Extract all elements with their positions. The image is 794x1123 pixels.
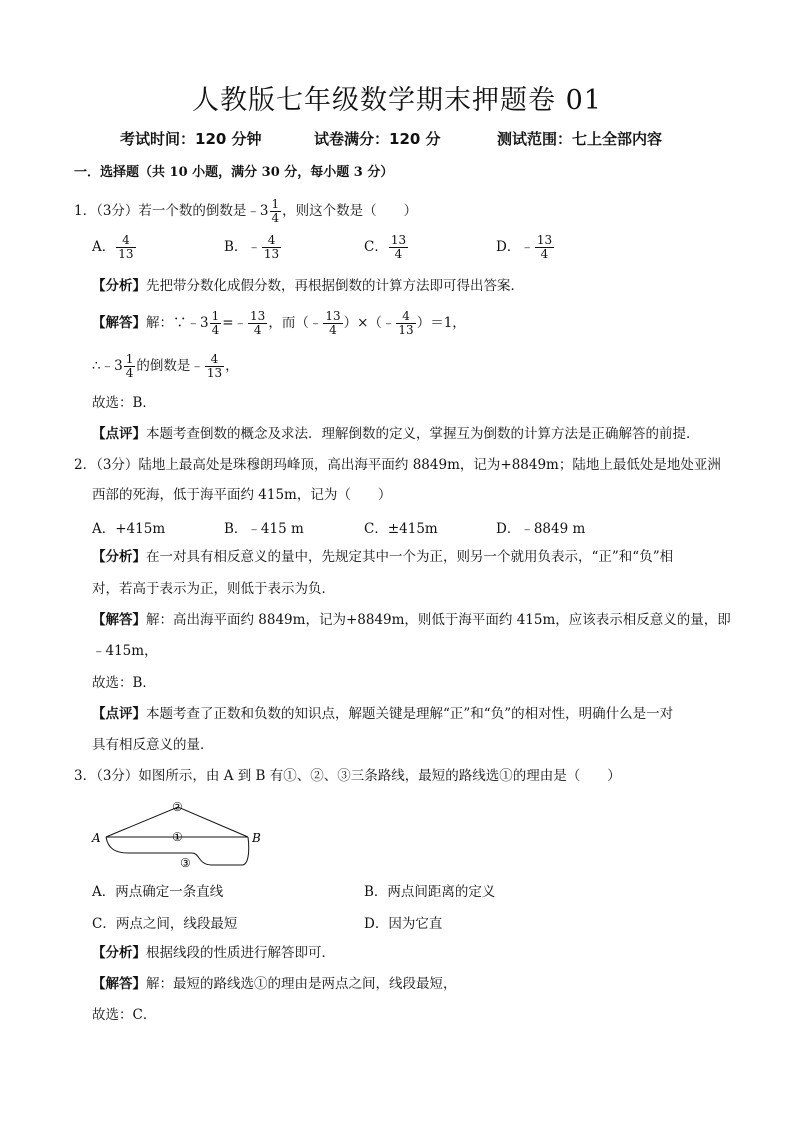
q2-stem-line2: 西部的死海，低于海平面约 415m，记为（ ） <box>92 487 392 503</box>
q3-stem: 3．（3分）如图所示，由 A 到 B 有①、②、③三条路线，最短的路线选①的理由是（ ） <box>74 768 621 784</box>
q3-solution: 【解答】解：最短的路线选①的理由是两点之间，线段最短， <box>92 976 457 992</box>
q1-analysis: 【分析】先把带分数化成假分数，再根据倒数的计算方法即可得出答案． <box>92 278 524 294</box>
section-heading: 一．选择题（共 10 小题，满分 30 分，每小题 3 分） <box>74 165 394 180</box>
q2-analysis-line2: 对，若高于表示为正，则低于表示为负． <box>92 581 335 597</box>
fraction: $\frac{4}{13}$ <box>263 233 280 261</box>
q3-option-b[interactable]: B．两点间距离的定义 <box>364 884 496 900</box>
q1-therefore: ∴﹣3 $\frac{1}{4}$ 的倒数是﹣ $\frac{4}{13}$ ， <box>92 352 239 380</box>
q3-choice: 故选：C． <box>92 1007 157 1023</box>
exam-score: 试卷满分：120 分 <box>314 130 441 148</box>
fraction: $\frac{13}{4}$ <box>250 309 266 337</box>
q1-stem <box>74 198 417 225</box>
route-diagram <box>88 793 278 873</box>
exam-range: 测试范围：七上全部内容 <box>497 130 663 148</box>
q3-option-d[interactable]: D．因为它直 <box>364 916 443 932</box>
q2-analysis-line1: 【分析】在一对具有相反意义的量中，先规定其中一个为正，则另一个就用负表示，“正”和“负”相 <box>92 549 674 565</box>
fraction: $\frac{13}{4}$ <box>325 309 341 337</box>
q3-option-c[interactable]: C．两点之间，线段最短 <box>92 916 238 932</box>
mixed-number: ﹣3 $\frac{1}{4}$ <box>246 197 280 225</box>
fraction: $\frac{1}{4}$ <box>211 309 220 337</box>
q1-option-a[interactable]: A． $\frac{4}{13}$ <box>92 233 134 261</box>
q3-analysis: 【分析】根据线段的性质进行解答即可． <box>92 945 335 961</box>
q1-solution: 【解答】解：∵﹣3 $\frac{1}{4}$ =﹣ $\frac{13}{4}$ ，而（﹣ $\frac{13}{4}$ ）×（﹣ $\frac{4}{13}$ ）＝1， <box>92 309 466 337</box>
q1-stem-tail: ，则这个数是（ ） <box>282 203 418 219</box>
fraction: $\frac{1}{4}$ <box>125 352 134 380</box>
q2-stem-line1: 2．（3分）陆地上最高处是珠穆朗玛峰顶，高出海平面约 8849m，记为+8849m；陆地上最低处是地处亚洲 <box>74 457 721 473</box>
q3-option-a[interactable]: A．两点确定一条直线 <box>92 884 224 900</box>
fraction: $\frac{1}{4}$ <box>271 197 280 225</box>
q2-review-line1: 【点评】本题考查了正数和负数的知识点，解题关键是理解“正”和“负”的相对性，明确什么是一对 <box>92 706 674 722</box>
q2-option-a[interactable]: A．+415m <box>92 521 166 537</box>
q1-option-d[interactable]: D．﹣ $\frac{13}{4}$ <box>496 233 553 261</box>
route-1-label: ① <box>172 830 183 844</box>
fraction: $\frac{13}{4}$ <box>536 233 553 261</box>
fraction: $\frac{4}{13}$ <box>398 309 414 337</box>
q2-option-d[interactable]: D．﹣8849 m <box>496 521 586 537</box>
route-3-label: ③ <box>180 856 191 870</box>
q1-choice: 故选：B． <box>92 395 156 411</box>
q1-option-b[interactable]: B．﹣ $\frac{4}{13}$ <box>224 233 280 261</box>
route-2-label: ② <box>172 800 183 814</box>
q2-review-line2: 具有相反意义的量． <box>92 737 214 753</box>
q2-solution-line1: 【解答】解：高出海平面约 8849m，记为+8849m，则低于海平面约 415m，应该表示相反意义的量，即 <box>92 612 731 628</box>
point-b-label: B <box>252 831 261 845</box>
fraction: $\frac{4}{13}$ <box>206 352 223 380</box>
q1-option-c[interactable]: C． $\frac{13}{4}$ <box>364 233 407 261</box>
q1-stem-text: 1．（3分）若一个数的倒数是 <box>74 203 247 219</box>
q2-choice: 故选：B． <box>92 675 156 691</box>
q1-review: 【点评】本题考查倒数的概念及求法．理解倒数的定义，掌握互为倒数的计算方法是正确解答的前提． <box>92 426 700 442</box>
exam-time: 考试时间：120 分钟 <box>120 130 262 148</box>
point-a-label: A <box>92 831 101 845</box>
fraction: $\frac{4}{13}$ <box>118 233 134 261</box>
q2-solution-line2: ﹣415m， <box>92 643 158 659</box>
q2-option-c[interactable]: C．±415m <box>364 521 438 537</box>
q2-option-b[interactable]: B．﹣415 m <box>224 521 304 537</box>
fraction: $\frac{13}{4}$ <box>390 233 407 261</box>
page-title: 人教版七年级数学期末押题卷 01 <box>192 85 602 116</box>
